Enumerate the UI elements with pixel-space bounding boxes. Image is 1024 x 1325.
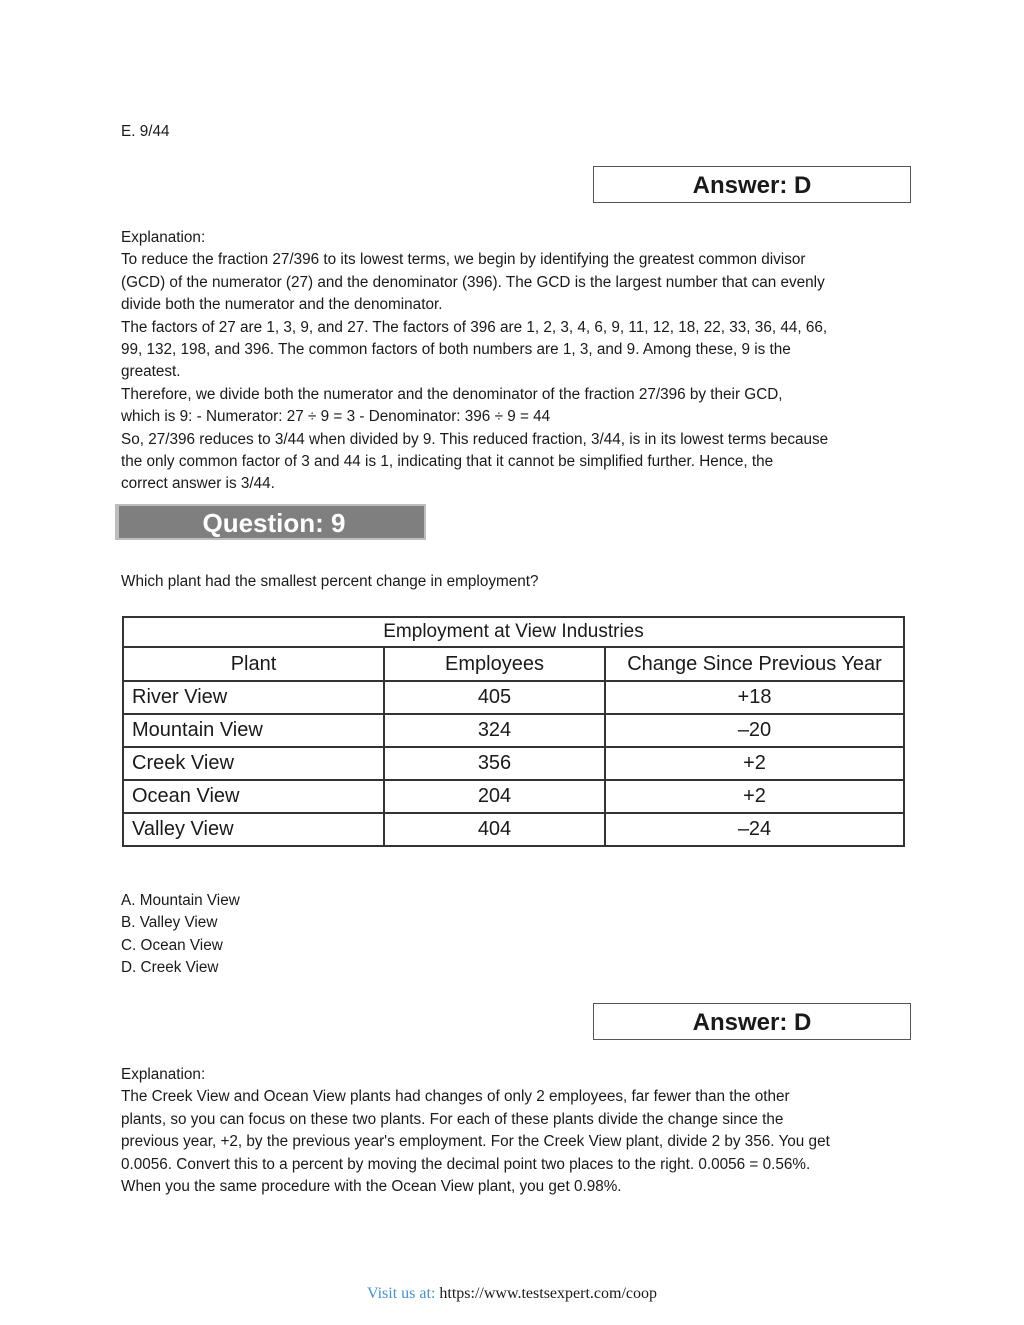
employment-table xyxy=(122,616,905,847)
change-cell: +18 xyxy=(605,681,904,714)
explanation-heading: Explanation: xyxy=(121,229,206,246)
change-cell: +2 xyxy=(605,747,904,780)
footer-label: Visit us at: xyxy=(367,1285,440,1302)
column-header-plant: Plant xyxy=(123,647,384,681)
answer-box: Answer: D xyxy=(593,166,911,203)
footer-link[interactable]: https://www.testsexpert.com/coop xyxy=(439,1285,657,1302)
plant-cell: River View xyxy=(123,681,384,714)
explanation-line: (GCD) of the numerator (27) and the denominator (396). The GCD is the largest number that can evenly xyxy=(121,273,825,291)
employees-cell: 405 xyxy=(384,681,605,714)
answer-options xyxy=(121,890,240,980)
explanation-line: So, 27/396 reduces to 3/44 when divided by 9. This reduced fraction, 3/44, is in its lowest terms because xyxy=(121,430,829,448)
explanation-line: Therefore, we divide both the numerator and the denominator of the fraction 27/396 by their GCD, xyxy=(121,385,783,403)
question-banner xyxy=(115,504,426,540)
question-text: Which plant had the smallest percent change in employment? xyxy=(121,573,539,590)
table-title: Employment at View Industries xyxy=(123,617,904,647)
answer-box: Answer: D xyxy=(593,1003,911,1040)
option-d: D. Creek View xyxy=(121,959,219,977)
employees-cell: 404 xyxy=(384,813,605,846)
explanation-line: To reduce the fraction 27/396 to its lowest terms, we begin by identifying the greatest common divisor xyxy=(121,251,806,269)
option-c: C. Ocean View xyxy=(121,936,223,954)
employees-cell: 324 xyxy=(384,714,605,747)
explanation-line: which is 9: - Numerator: 27 ÷ 9 = 3 - Denominator: 396 ÷ 9 = 44 xyxy=(121,408,551,426)
table-row xyxy=(123,681,904,714)
explanation-heading: Explanation: xyxy=(121,1066,206,1083)
column-header-employees: Employees xyxy=(384,647,605,681)
option-e: E. 9/44 xyxy=(121,123,170,140)
option-b: B. Valley View xyxy=(121,914,218,932)
plant-cell: Mountain View xyxy=(123,714,384,747)
explanation-line: 0.0056. Convert this to a percent by moving the decimal point two places to the right. 0.0056 = 0.56%. xyxy=(121,1155,811,1173)
table-row xyxy=(123,780,904,813)
explanation-1 xyxy=(121,227,828,496)
explanation-line: plants, so you can focus on these two plants. For each of these plants divide the change since the xyxy=(121,1110,784,1128)
explanation-line: greatest. xyxy=(121,363,181,381)
plant-cell: Ocean View xyxy=(123,780,384,813)
table-row xyxy=(123,813,904,846)
explanation-line: correct answer is 3/44. xyxy=(121,475,275,493)
explanation-line: divide both the numerator and the denominator. xyxy=(121,296,443,314)
change-cell: –20 xyxy=(605,714,904,747)
explanation-line: When you the same procedure with the Ocean View plant, you get 0.98%. xyxy=(121,1178,622,1196)
table-row xyxy=(123,714,904,747)
explanation-line: The factors of 27 are 1, 3, 9, and 27. The factors of 396 are 1, 2, 3, 4, 6, 9, 11, 12, 18, 22, 33, 36, 44, 66, xyxy=(121,318,828,336)
question-number: Question: 9 xyxy=(202,508,346,538)
table-row xyxy=(123,747,904,780)
footer xyxy=(0,1285,1024,1303)
explanation-line: the only common factor of 3 and 44 is 1, indicating that it cannot be simplified further. Hence, the xyxy=(121,453,774,471)
employees-cell: 356 xyxy=(384,747,605,780)
explanation-2 xyxy=(121,1064,830,1198)
change-cell: –24 xyxy=(605,813,904,846)
explanation-line: 99, 132, 198, and 396. The common factors of both numbers are 1, 3, and 9. Among these, 9 is the xyxy=(121,341,791,359)
column-header-change: Change Since Previous Year xyxy=(605,647,904,681)
plant-cell: Valley View xyxy=(123,813,384,846)
employees-cell: 204 xyxy=(384,780,605,813)
option-a: A. Mountain View xyxy=(121,892,240,909)
explanation-line: previous year, +2, by the previous year's employment. For the Creek View plant, divide 2 by 356. You get xyxy=(121,1133,830,1151)
plant-cell: Creek View xyxy=(123,747,384,780)
change-cell: +2 xyxy=(605,780,904,813)
explanation-line: The Creek View and Ocean View plants had changes of only 2 employees, far fewer than the other xyxy=(121,1088,790,1106)
